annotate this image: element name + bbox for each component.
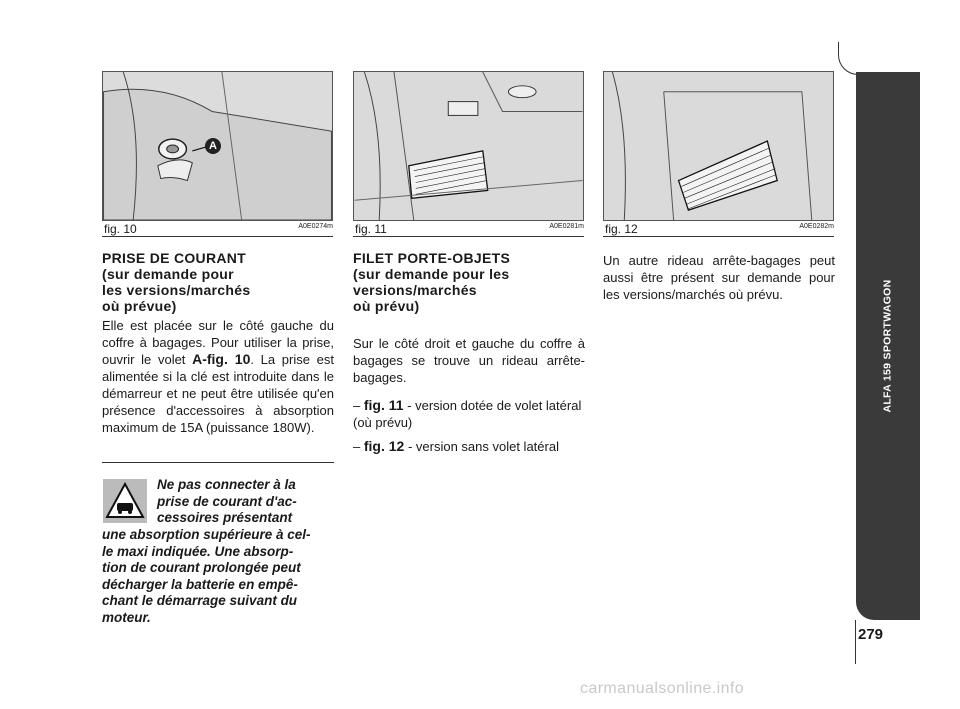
figure-label: fig. 11 — [355, 222, 387, 236]
heading-line: versions/marchés — [353, 282, 477, 298]
page-edge-decoration — [855, 620, 856, 664]
divider — [353, 236, 584, 237]
watermark: carmanualsonline.info — [580, 680, 745, 697]
figure-10-marker: A — [205, 138, 221, 154]
page-edge-decoration — [838, 42, 859, 75]
list-dash: – — [353, 439, 361, 454]
warning-line: moteur. — [102, 609, 151, 625]
divider — [603, 236, 834, 237]
list-dash: – — [353, 398, 361, 413]
warning-line: une absorption supérieure à cel- — [102, 527, 311, 542]
heading-line: PRISE DE COURANT — [102, 250, 247, 266]
heading-line: FILET PORTE-OBJETS — [353, 250, 511, 266]
figure-12-caption — [603, 221, 834, 235]
heading-line: (sur demande pour — [102, 266, 234, 282]
warning-line: décharger la batterie en empê- — [102, 576, 298, 592]
warning-line: prise de courant d'ac- — [157, 493, 297, 509]
figure-11-image — [353, 71, 584, 221]
list-item — [353, 438, 585, 455]
list-item — [353, 397, 585, 431]
divider — [102, 462, 334, 463]
list-item-text: - version sans volet latéral — [407, 439, 559, 454]
warning-line: cessoires présentant — [157, 510, 293, 525]
heading-line: où prévu) — [353, 298, 420, 314]
figure-12-image — [603, 71, 834, 221]
car-battery-warning-icon — [103, 479, 147, 523]
heading-line: où prévue) — [102, 298, 177, 314]
warning-line: Ne pas connecter à la — [157, 477, 296, 492]
figure-reference: fig. 11 — [363, 397, 404, 413]
list-item-text: - version dotée de volet latéral (où prévu) — [353, 398, 582, 430]
body-paragraph — [102, 317, 334, 436]
heading-line: (sur demande pour les — [353, 266, 510, 282]
heading-line: les versions/marchés — [102, 282, 251, 298]
chapter-tab-title — [856, 72, 920, 620]
figure-10-caption — [102, 221, 333, 235]
figure-code: A0E0274m — [298, 223, 333, 230]
page-number: 279 — [858, 626, 884, 643]
figure-reference: A-fig. 10 — [192, 351, 251, 367]
divider — [102, 236, 333, 237]
body-paragraph: Sur le côté droit et gauche du coffre à bagages se trouve un rideau arrête-bagages. — [353, 336, 585, 385]
sidebar-title: ALFA 159 SPORTWAGON — [882, 279, 894, 413]
section-heading-filet-porte-objets — [353, 250, 510, 314]
warning-text — [102, 527, 334, 626]
warning-text-indented — [157, 477, 334, 527]
paragraph-text: . La prise est alimentée si la clé est introduite dans le démarreur et ne peut être utilisée qu'en présence d'accessoires à absorption maximum de 15A (puissance 180W). — [102, 352, 334, 435]
paragraph-text: Elle est placée sur le côté gauche du coffre à bagages. Pour utiliser la prise, ouvrir le volet — [102, 318, 334, 367]
warning-line: chant le démarrage suivant du — [102, 593, 298, 608]
figure-label: fig. 12 — [605, 222, 638, 236]
section-heading-prise-de-courant — [102, 250, 250, 314]
body-paragraph: Un autre rideau arrête-bagages peut aussi être présent sur demande pour les versions/marchés où prévu. — [603, 253, 835, 302]
figure-reference: fig. 12 — [363, 438, 405, 454]
figure-code: A0E0281m — [549, 223, 584, 230]
warning-line: le maxi indiquée. Une absorp- — [102, 543, 294, 559]
figure-code: A0E0282m — [799, 223, 834, 230]
warning-line: tion de courant prolongée peut — [102, 560, 301, 575]
figure-label: fig. 10 — [104, 222, 137, 236]
figure-11-caption — [353, 221, 584, 235]
